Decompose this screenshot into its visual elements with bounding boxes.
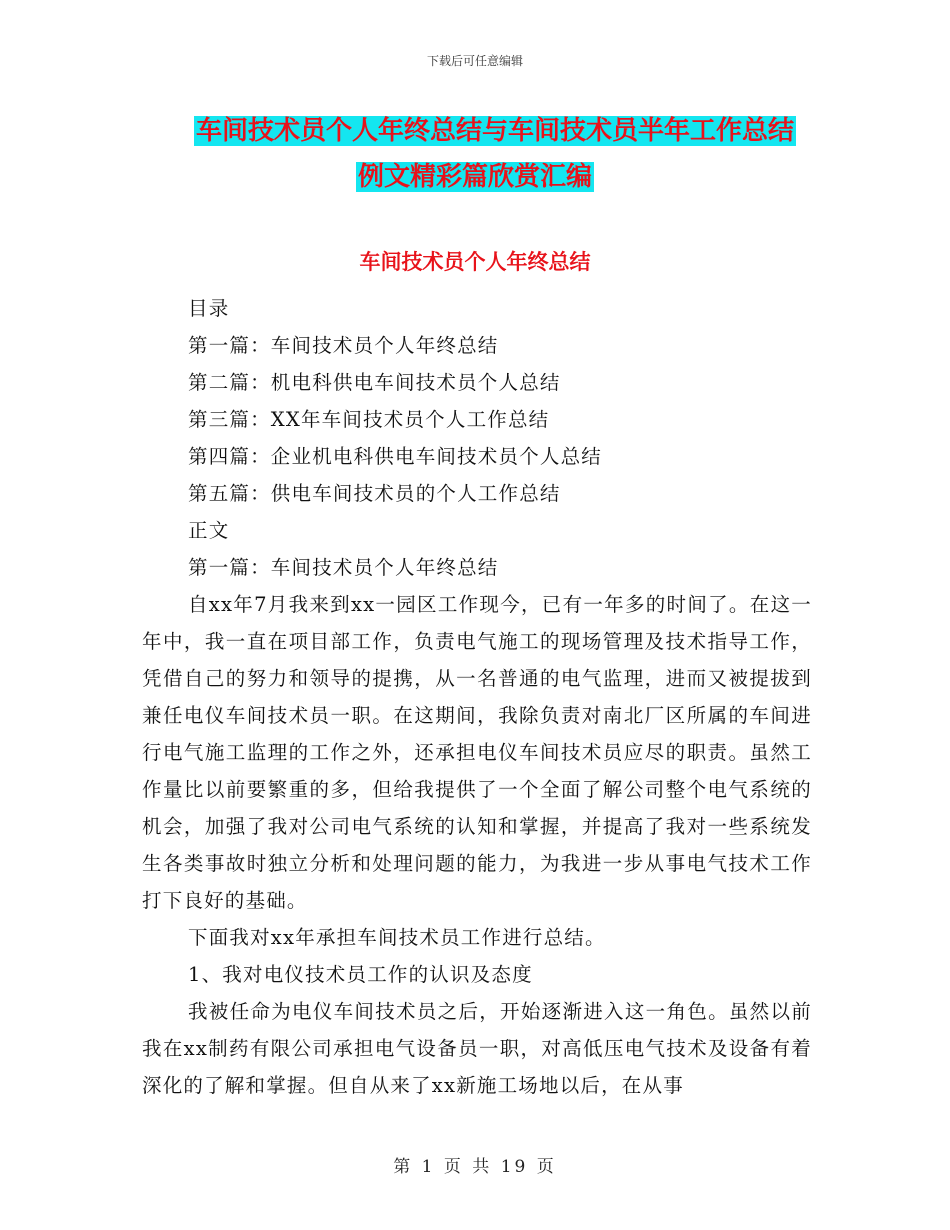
document-title-line-2: 例文精彩篇欣赏汇编	[357, 162, 592, 192]
toc-item-2: 第二篇：机电科供电车间技术员个人总结	[188, 371, 561, 394]
toc-heading: 目录	[188, 297, 230, 320]
page-header-note: 下载后可任意编辑	[426, 54, 523, 68]
toc-item-5: 第五篇：供电车间技术员的个人工作总结	[188, 482, 561, 505]
article-title: 第一篇：车间技术员个人年终总结	[188, 556, 499, 579]
paragraph-2: 下面我对xx年承担车间技术员工作进行总结。	[188, 926, 606, 949]
toc-item-4: 第四篇：企业机电科供电车间技术员个人总结	[188, 445, 603, 468]
document-title	[0, 108, 950, 200]
document-title-line-1: 车间技术员个人年终总结与车间技术员半年工作总结	[195, 116, 794, 146]
paragraph-3-subheading: 1、我对电仪技术员工作的认识及态度	[188, 963, 533, 986]
document-body	[142, 290, 812, 1104]
section-title: 车间技术员个人年终总结	[359, 250, 591, 274]
toc-item-3: 第三篇：XX年车间技术员个人工作总结	[188, 408, 550, 431]
paragraph-4: 我被任命为电仪车间技术员之后，开始逐渐进入这一角色。虽然以前我在xx制药有限公司承担电气设备员一职，对高低压电气技术及设备有着深化的了解和掌握。但自从来了xx新施工场地以后，在从事	[142, 1000, 812, 1097]
toc-item-1: 第一篇：车间技术员个人年终总结	[188, 334, 499, 357]
paragraph-1: 自xx年7月我来到xx一园区工作现今，已有一年多的时间了。在这一年中，我一直在项目部工作，负责电气施工的现场管理及技术指导工作，凭借自己的努力和领导的提携，从一名普通的电气监理，进而又被提拔到兼任电仪车间技术员一职。在这期间，我除负责对南北厂区所属的车间进行电气施工监理的工作之外，还承担电仪车间技术员应尽的职责。虽然工作量比以前要繁重的多，但给我提供了一个全面了解公司整个电气系统的机会，加强了我对公司电气系统的认知和掌握，并提高了我对一些系统发生各类事故时独立分析和处理问题的能力，为我进一步从事电气技术工作打下良好的基础。	[142, 593, 812, 912]
page-number-footer: 第 1 页 共 19 页	[393, 1157, 557, 1177]
body-heading: 正文	[188, 519, 230, 542]
